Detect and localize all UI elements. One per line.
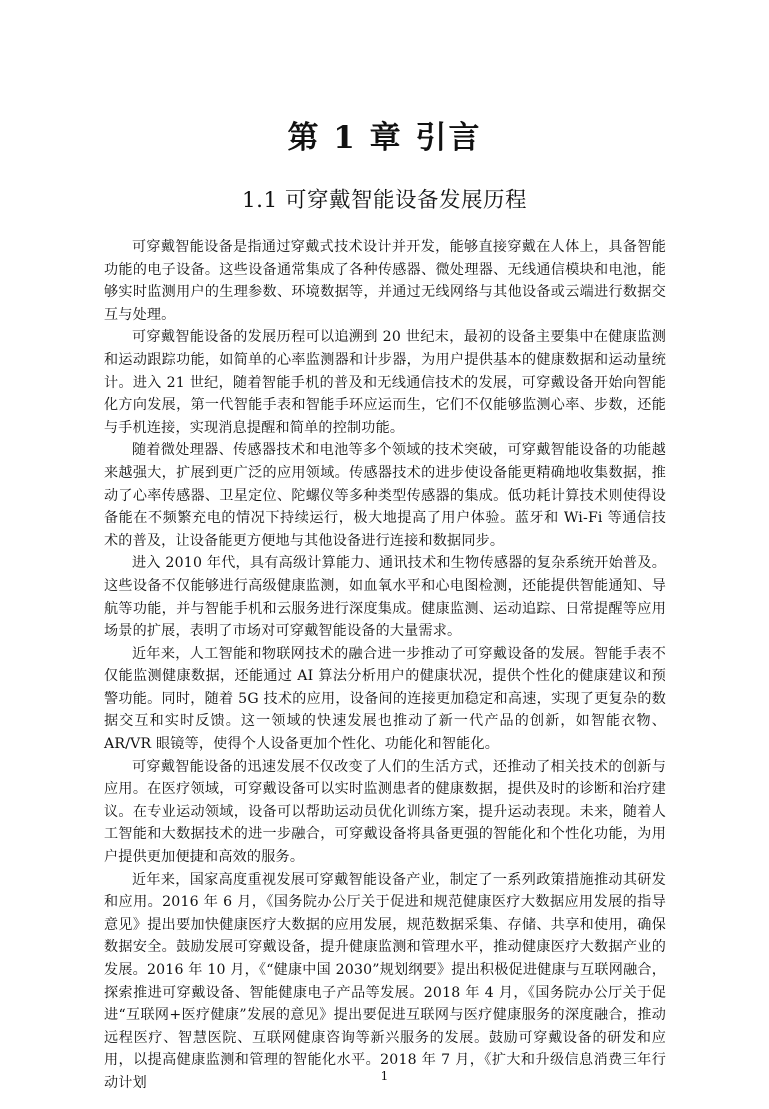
paragraph: 可穿戴智能设备的迅速发展不仅改变了人们的生活方式，还推动了相关技术的创新与应用。在医疗领域，可穿戴设备可以实时监测患者的健康数据，提供及时的诊断和治疗建议。在专业运动领域，设备可以帮助运动员优化训练方案，提升运动表现。未来，随着人工智能和大数据技术的进一步融合，可穿戴设备将具备更强的智能化和个性化功能，为用户提供更加便捷和高效的服务。 (104, 758, 666, 866)
chapter-title: 第 1 章 引言 (287, 120, 482, 156)
paragraph: 近年来，国家高度重视发展可穿戴智能设备产业，制定了一系列政策措施推动其研发和应用。2016 年 6 月，《国务院办公厅关于促进和规范健康医疗大数据应用发展的指导意见》提出要加快健康医疗大数据的应用发展，规范数据采集、存储、共享和使用，确保数据安全。鼓励发展可穿戴设备，提升健康监测和管理水平，推动健康医疗大数据产业的发展。2016 年 10 月，《“健康中国 2030”规划纲要》提出积极促进健康与互联网融合，探索推进可穿戴设备、智能健康电子产品等发展。2018 年 4 月，《国务院办公厅关于促进“互联网+医疗健康”发展的意见》提出要促进互联网与医疗健康服务的深度融合，推动远程医疗、智慧医院、互联网健康咨询等新兴服务的发展。鼓励可穿戴设备的研发和应用，以提高健康监测和管理的智能化水平。2018 年 7 月，《扩大和升级信息消费三年行动计划 (104, 871, 666, 1091)
body-text (104, 236, 666, 1095)
paragraph: 近年来，人工智能和物联网技术的融合进一步推动了可穿戴设备的发展。智能手表不仅能监测健康数据，还能通过 AI 算法分析用户的健康状况，提供个性化的健康建议和预警功能。同时，随着 5G 技术的应用，设备间的连接更加稳定和高速，实现了更复杂的数据交互和实时反馈。这一领域的快速发展也推动了新一代产品的创新，如智能衣物、AR/VR 眼镜等，使得个人设备更加个性化、功能化和智能化。 (104, 645, 666, 753)
paragraph: 可穿戴智能设备的发展历程可以追溯到 20 世纪末，最初的设备主要集中在健康监测和运动跟踪功能，如简单的心率监测器和计步器，为用户提供基本的健康数据和运动量统计。进入 21 世纪，随着智能手机的普及和无线通信技术的发展，可穿戴设备开始向智能化方向发展，第一代智能手表和智能手环应运而生，它们不仅能够监测心率、步数，还能与手机连接，实现消息提醒和简单的控制功能。 (104, 329, 666, 436)
paragraph: 进入 2010 年代，具有高级计算能力、通讯技术和生物传感器的复杂系统开始普及。这些设备不仅能够进行高级健康监测，如血氧水平和心电图检测，还能提供智能通知、导航等功能，并与智能手机和云服务进行深度集成。健康监测、运动追踪、日常提醒等应用场景的扩展，表明了市场对可穿戴智能设备的大量需求。 (104, 555, 666, 640)
paragraph: 随着微处理器、传感器技术和电池等多个领域的技术突破，可穿戴智能设备的功能越来越强大，扩展到更广泛的应用领域。传感器技术的进步使设备能更精确地收集数据，推动了心率传感器、卫星定位、陀螺仪等多种类型传感器的集成。低功耗计算技术则使得设备能在不频繁充电的情况下持续运行，极大地提高了用户体验。蓝牙和 Wi-Fi 等通信技术的普及，让设备能更方便地与其他设备进行连接和数据同步。 (104, 442, 666, 549)
page-number: 1 (380, 1069, 389, 1083)
section-title: 1.1 可穿戴智能设备发展历程 (241, 188, 528, 213)
paragraph: 可穿戴智能设备是指通过穿戴式技术设计并开发，能够直接穿戴在人体上，具备智能功能的电子设备。这些设备通常集成了各种传感器、微处理器、无线通信模块和电池，能够实时监测用户的生理参数、环境数据等，并通过无线网络与其他设备或云端进行数据交互与处理。 (104, 239, 666, 323)
